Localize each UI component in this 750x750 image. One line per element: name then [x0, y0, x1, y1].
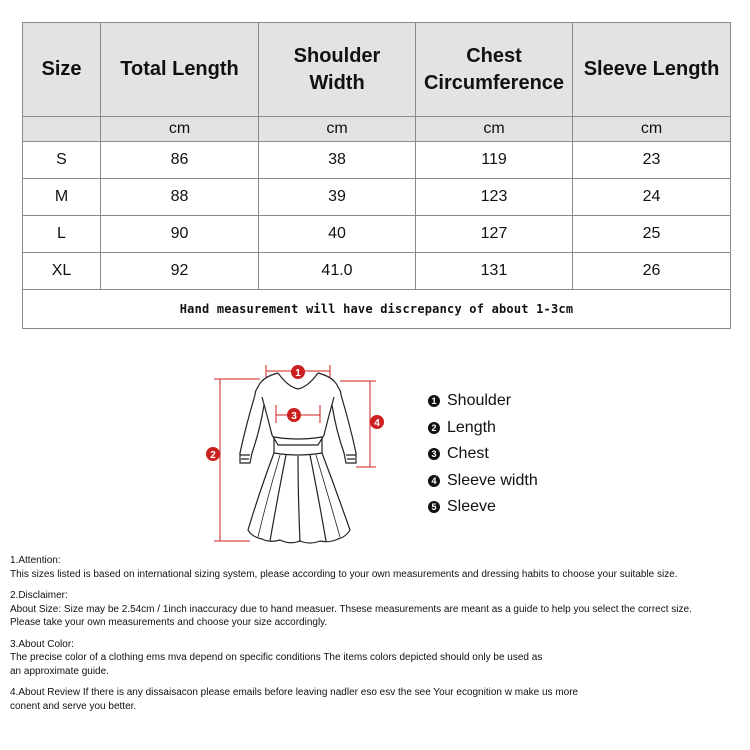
marker-4 — [370, 415, 384, 429]
table-row — [23, 142, 731, 179]
marker-1 — [291, 365, 305, 379]
header-text: Width — [309, 71, 365, 94]
table-cell: 90 — [101, 216, 259, 253]
dress-outline — [240, 373, 356, 543]
legend-item — [428, 415, 538, 442]
table-cell: 24 — [573, 179, 731, 216]
note-line: conent and serve you better. — [10, 700, 137, 712]
measurement-guides — [214, 365, 376, 541]
note-line: About Size: Size may be 2.54cm / 1inch inaccuracy due to hand measuer. Thsese measurements are meant as a guide to help you select the correct size. — [10, 603, 692, 615]
table-cell: S — [23, 142, 101, 179]
header-text: Total Length — [120, 58, 239, 80]
legend-label: Shoulder — [447, 392, 512, 410]
legend-number-icon: 4 — [428, 475, 440, 487]
note-line: 1.Attention: — [10, 555, 61, 566]
table-cell: 92 — [101, 253, 259, 290]
table-cell: 88 — [101, 179, 259, 216]
legend-number-icon: 1 — [428, 395, 440, 407]
size-chart-table — [22, 22, 731, 329]
marker-2 — [206, 447, 220, 461]
table-cell: 39 — [259, 179, 416, 216]
header-cell — [259, 23, 416, 117]
note-block — [10, 638, 745, 679]
svg-text:3: 3 — [291, 411, 297, 422]
legend-label: Sleeve — [447, 498, 496, 516]
table-cell: 119 — [416, 142, 573, 179]
header-cell — [573, 23, 731, 117]
table-cell: 23 — [573, 142, 731, 179]
marker-3 — [287, 408, 301, 422]
unit-cell: cm — [259, 117, 416, 142]
legend-item — [428, 441, 538, 468]
header-text: Chest — [466, 44, 522, 67]
header-cell — [416, 23, 573, 117]
unit-cell: cm — [101, 117, 259, 142]
note-line: The precise color of a clothing ems mva depend on specific conditions The items colors depicted should only be used as — [10, 652, 543, 663]
legend-number-icon: 5 — [428, 501, 440, 513]
header-cell — [23, 23, 101, 117]
table-row — [23, 179, 731, 216]
table-cell: 123 — [416, 179, 573, 216]
table-cell: XL — [23, 253, 101, 290]
note-line: This sizes listed is based on international sizing system, please according to your own measurements and dressing habits to choose your suitable size. — [10, 568, 678, 580]
legend-number-icon: 3 — [428, 448, 440, 460]
unit-cell: cm — [416, 117, 573, 142]
note-block — [10, 589, 745, 630]
legend-label: Chest — [447, 445, 489, 463]
header-text: Sleeve Length — [583, 58, 720, 80]
table-cell: 26 — [573, 253, 731, 290]
svg-text:1: 1 — [295, 368, 301, 379]
table-cell: 127 — [416, 216, 573, 253]
header-text: Size — [41, 58, 82, 80]
header-text: Shoulder — [293, 44, 381, 67]
table-cell: 25 — [573, 216, 731, 253]
table-cell: 40 — [259, 216, 416, 253]
legend-item — [428, 388, 538, 415]
table-cell: 131 — [416, 253, 573, 290]
note-line: 4.About Review If there is any dissaisacon please emails before leaving nadler eso esv the see Your ecognition w make us more — [10, 687, 579, 698]
note-line: Please take your own measurements and choose your size accordingly. — [10, 617, 328, 628]
measurement-legend — [428, 388, 538, 521]
svg-text:2: 2 — [210, 450, 216, 461]
table-cell: 86 — [101, 142, 259, 179]
measurement-note: Hand measurement will have discrepancy of about 1-3cm — [23, 290, 731, 329]
note-line: an approximate guide. — [10, 665, 109, 677]
legend-item — [428, 494, 538, 521]
legend-item — [428, 468, 538, 495]
legend-number-icon: 2 — [428, 422, 440, 434]
legend-label: Sleeve width — [447, 471, 538, 489]
table-cell: 41.0 — [259, 253, 416, 290]
unit-cell: cm — [573, 117, 731, 142]
table-cell: 38 — [259, 142, 416, 179]
dress-measurement-diagram — [200, 355, 400, 550]
table-cell: M — [23, 179, 101, 216]
unit-row — [23, 117, 731, 142]
note-block — [10, 686, 745, 713]
table-cell: L — [23, 216, 101, 253]
unit-cell — [23, 117, 101, 142]
table-row — [23, 253, 731, 290]
header-text: Circumference — [423, 71, 565, 94]
table-row — [23, 216, 731, 253]
svg-text:4: 4 — [374, 418, 380, 429]
header-row — [23, 23, 731, 117]
note-line: 2.Disclaimer: — [10, 590, 68, 601]
notes-section — [10, 554, 745, 721]
measurement-note-row — [23, 290, 731, 329]
header-cell — [101, 23, 259, 117]
legend-label: Length — [447, 418, 496, 436]
note-block — [10, 554, 745, 581]
note-line: 3.About Color: — [10, 638, 74, 650]
